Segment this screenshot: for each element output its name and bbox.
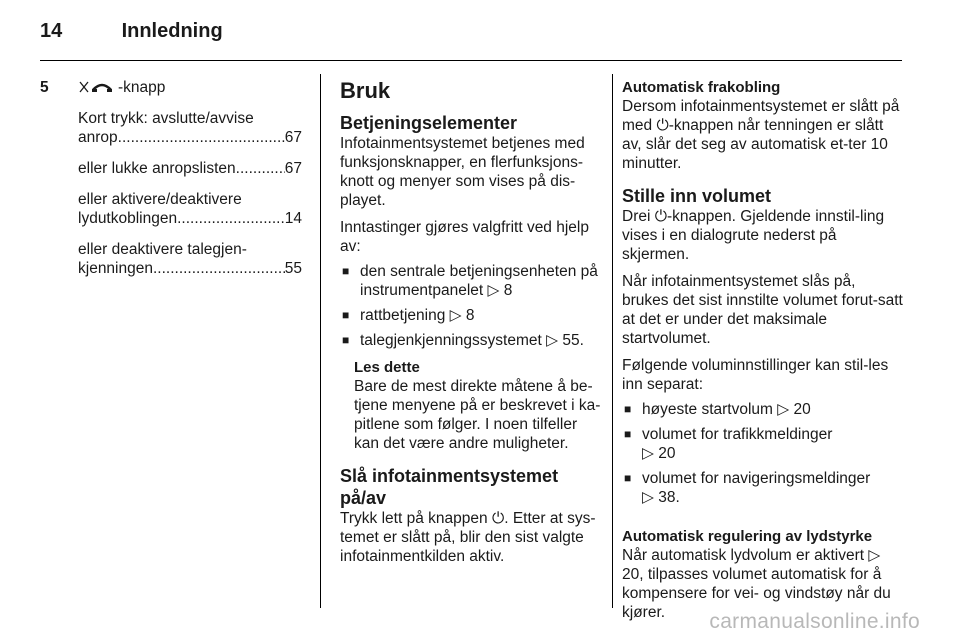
bullet-list [340, 262, 604, 350]
toc-text: eller lukke anropslisten [78, 160, 236, 177]
list-item: ■ talegjenkjenningssystemet ▷ 55. [340, 331, 604, 350]
item-5 [40, 78, 302, 97]
paragraph: Drei ⏻-knappen. Gjeldende innstil-ling vises i en dialogrute nederst på skjermen. [622, 208, 885, 263]
page-ref[interactable]: 20 [622, 566, 640, 583]
entry-4 [78, 240, 302, 278]
list-item: ■ den sentrale betjeningsenheten på instrumentpanelet ▷ 8 [340, 262, 604, 300]
power-icon: ⏻ [656, 117, 669, 134]
subsection-title: Automatisk frakobling [622, 79, 781, 96]
page-ref[interactable]: 55 [284, 260, 302, 277]
toc-text: kjenningen [78, 260, 153, 277]
entry-line: eller deaktivere talegjen- [78, 241, 247, 258]
note-title: Les dette [354, 359, 420, 376]
page-header [40, 20, 223, 43]
entry-3 [78, 190, 302, 228]
paragraph: Når automatisk lydvolum er aktivert ▷ 20, tilpasses volumet automatisk for å kompensere for vei- og vindstøy når du kjører. [622, 547, 891, 621]
page-ref[interactable]: 67 [284, 160, 302, 177]
page-ref[interactable]: 38. [658, 489, 680, 506]
power-icon: ⏻ [654, 208, 667, 225]
entry-intro: Kort trykk: avslutte/avvise [78, 110, 254, 127]
ref-arrow-icon: ▷ [546, 332, 559, 349]
ref-arrow-icon: ▷ [487, 282, 500, 299]
section-title: Bruk [340, 78, 391, 103]
item-label: -knapp [118, 79, 166, 96]
entry-1 [78, 109, 302, 147]
page-ref[interactable]: 14 [284, 210, 302, 227]
page-ref[interactable]: 8 [465, 307, 475, 324]
subsection-title: Automatisk regulering av lydstyrke [622, 528, 873, 545]
item-number: 5 [40, 79, 49, 96]
page-ref[interactable]: 55. [562, 332, 584, 349]
note-box [340, 358, 604, 453]
ref-arrow-icon: ▷ [449, 307, 462, 324]
column-2 [340, 78, 604, 566]
ref-arrow-icon: ▷ [777, 401, 790, 418]
paragraph: Inntastinger gjøres valgfritt ved hjelp av: [340, 219, 589, 255]
paragraph: Dersom infotainmentsystemet er slått på med ⏻-knappen når tenningen er slått av, slår det seg av automatisk et-ter 10 minutter. [622, 98, 900, 172]
phone-hangup-icon [78, 80, 118, 94]
toc-text: anrop [78, 129, 118, 146]
paragraph: Når infotainmentsystemet slås på, brukes det sist innstilte volumet forut-satt at det er under det maksimale startvolumet. [622, 273, 903, 347]
column-divider [612, 74, 613, 608]
page-ref[interactable]: 8 [503, 282, 513, 299]
toc-text: lydutkoblingen [78, 210, 178, 227]
ref-arrow-icon: ▷ [642, 489, 654, 506]
list-item: ■ volumet for navigeringsmeldinger ▷ 38. [622, 469, 904, 507]
paragraph: Trykk lett på knappen ⏻. Etter at sys-temet er slått på, blir den sist valgte infotainmentkilden aktiv. [340, 510, 596, 565]
column-3 [622, 78, 904, 622]
list-item: ■ volumet for trafikkmeldinger ▷ 20 [622, 425, 904, 463]
page-number: 14 [40, 20, 63, 42]
subsection-title: Betjeningselementer [340, 113, 518, 133]
entry-line: eller aktivere/deaktivere [78, 191, 242, 208]
subsection-title: Stille inn volumet [622, 186, 772, 206]
list-item: ■ høyeste startvolum ▷ 20 [622, 400, 904, 419]
watermark: carmanualsonline.info [709, 610, 920, 633]
ref-arrow-icon: ▷ [868, 547, 881, 564]
column-1 [40, 78, 302, 278]
paragraph: Følgende voluminnstillinger kan stil-les inn separat: [622, 357, 889, 393]
page-ref[interactable]: 20 [793, 401, 811, 418]
paragraph: Infotainmentsystemet betjenes med funksjonsknapper, en flerfunksjons-knott og menyer som vises på dis-playet. [340, 135, 585, 209]
subsection-title: Slå infotainmentsystemet på/av [340, 466, 559, 508]
page-title: Innledning [121, 20, 223, 42]
page-ref[interactable]: 20 [658, 445, 676, 462]
column-divider [320, 74, 321, 608]
header-rule [40, 60, 902, 61]
power-icon: ⏻ [491, 510, 505, 527]
page-ref[interactable]: 67 [284, 129, 302, 146]
ref-arrow-icon: ▷ [642, 445, 654, 462]
bullet-list [622, 400, 904, 507]
note-text: Bare de mest direkte måtene å be-tjene menyene på er beskrevet i ka-pitlene som følger. I noen tilfeller kan det være andre muligheter. [354, 378, 601, 452]
entry-2 [78, 159, 302, 178]
list-item: ■ rattbetjening ▷ 8 [340, 306, 604, 325]
